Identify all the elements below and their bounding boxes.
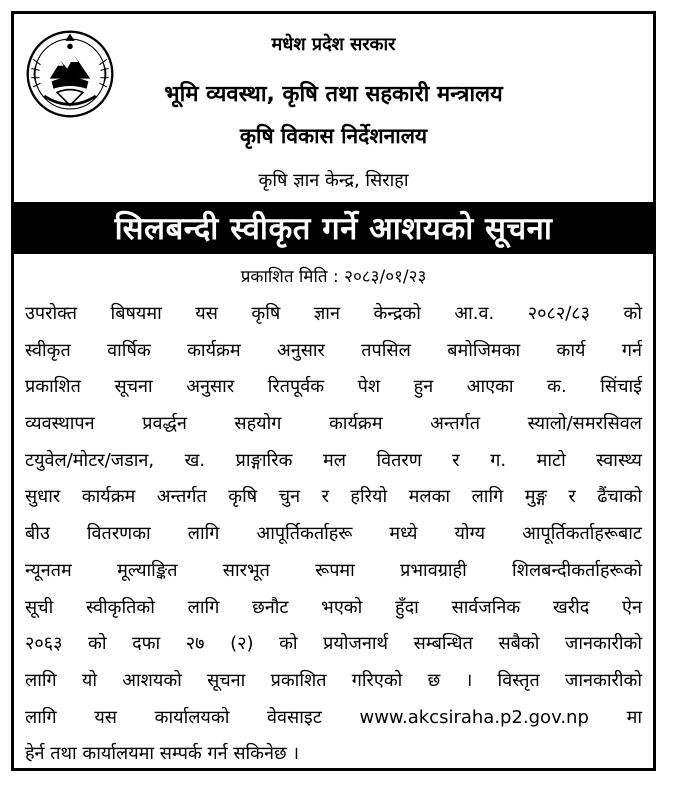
- body-line: सूची स्वीकृतिको लागि छनौट भएको हुँदा सार्वजनिक खरीद ऐन: [25, 596, 642, 618]
- notice-frame: [11, 11, 656, 771]
- body-line: न्यूनतम मूल्याङ्कित सारभूत रूपमा प्रभावग्राही शिलबन्दीकर्ताहरूको: [25, 559, 642, 581]
- directorate-name: कृषि विकास निर्देशनालय: [239, 124, 428, 148]
- body-line: व्यवस्थापन प्रवर्द्धन सहयोग कार्यक्रम अन्तर्गत स्यालो/समरसिवल: [25, 413, 642, 435]
- body-line: टयुवेल/मोटर/जडान, ख. प्राङ्गारिक मल वितरण र ग. माटो स्वास्थ्य: [25, 449, 642, 471]
- body-line: स्वीकृत वार्षिक कार्यक्रम अनुसार तपसिल बमोजिमका कार्य गर्न: [25, 339, 642, 361]
- body-line: हेर्न तथा कार्यालयमा सम्पर्क गर्न सकिनेछ ।: [25, 743, 300, 765]
- body-line: बीउ वितरणका लागि आपूर्तिकर्ताहरू मध्ये योग्य आपूर्तिकर्ताहरूबाट: [25, 523, 642, 545]
- notice-title-banner: [14, 202, 653, 254]
- body-line: प्रकाशित सूचना अनुसार रितपूर्वक पेश हुन आएका क. सिंचाई: [25, 376, 642, 398]
- ministry-name: भूमि व्यवस्था, कृषि तथा सहकारी मन्त्रालय: [164, 82, 503, 107]
- body-line: २०६३ को दफा २७ (२) को प्रयोजनार्थ सम्बन्धित सबैको जानकारीको: [25, 633, 642, 655]
- published-date: प्रकाशित मिति : २०८३/०१/२३: [240, 267, 427, 287]
- government-name: मधेश प्रदेश सरकार: [271, 34, 396, 55]
- body-line: लागि यस कार्यालयको वेवसाइट www.akcsiraha.p2.gov.np मा: [25, 706, 642, 728]
- notice-body: [14, 296, 653, 773]
- office-name: कृषि ज्ञान केन्द्र, सिराहा: [258, 170, 409, 191]
- notice-title: सिलबन्दी स्वीकृत गर्ने आशयको सूचना: [114, 211, 553, 247]
- body-line: लागि यो आशयको सूचना प्रकाशित गरिएको छ । विस्तृत जानकारीको: [25, 669, 642, 691]
- body-line: उपरोक्त बिषयमा यस कृषि ज्ञान केन्द्रको आ.व. २०८२/८३ को: [25, 303, 642, 324]
- body-line: सुधार कार्यक्रम अन्तर्गत कृषि चुन र हरियो मलका लागि मुङ्ग र ढैंचाको: [25, 486, 642, 508]
